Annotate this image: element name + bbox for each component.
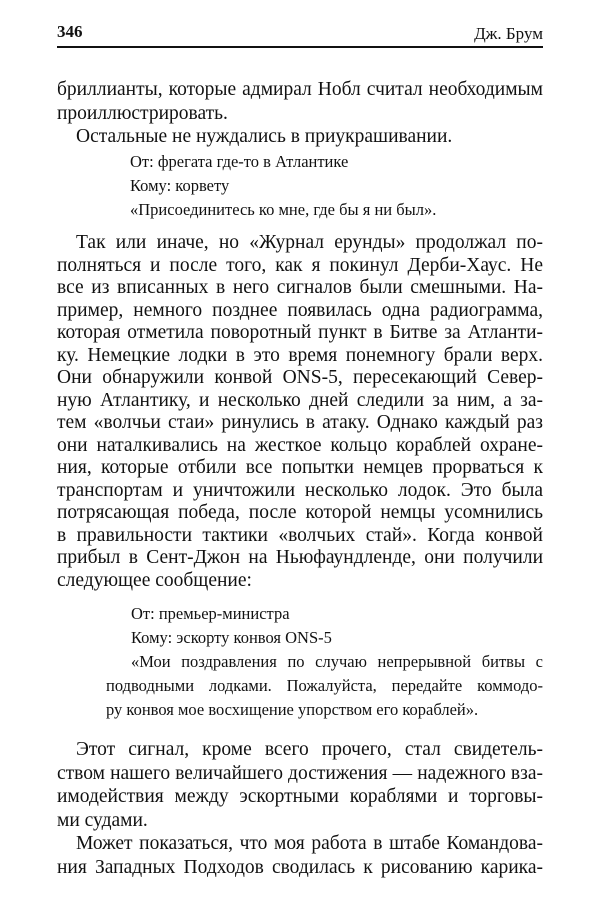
signal-body: «Мои поздравления по случаю непрерывной битвы с [131, 652, 543, 671]
paragraph-3 [57, 232, 543, 592]
signal-from: От: премьер-министра [131, 604, 290, 623]
signal-body: подводными лодками. Пожалуйста, передайте коммодо- [106, 676, 543, 695]
signal-to: Кому: корвету [130, 176, 230, 195]
text-line: они наталкивались на жесткое кольцо кораблей охране- [57, 434, 543, 456]
signal-to: Кому: эскорту конвоя ONS-5 [131, 628, 332, 647]
signal-from: От: фрегата где-то в Атлантике [130, 152, 349, 171]
text-line: транспортам и уничтожили несколько лодок. Это была [57, 479, 543, 501]
text-line: Остальные не нуждались в приукрашивании. [76, 126, 453, 148]
text-line: полняться и после того, как я покинул Дерби-Хаус. Не [57, 254, 543, 276]
text-line: тем «волчьи стаи» ринулись в атаку. Однако каждый раз [57, 412, 543, 433]
signal-body: «Присоединитесь ко мне, где бы я ни был». [130, 200, 437, 219]
text-line: ством нашего величайшего достижения — надежного вза- [57, 762, 543, 784]
running-header [57, 20, 543, 48]
paragraph-4 [57, 738, 543, 880]
text-line: имодействия между эскортными кораблями и торговы- [57, 786, 543, 808]
text-line: ния, которые отбили все попытки немцев прорваться к [57, 457, 543, 478]
text-line: ми судами. [57, 809, 148, 831]
text-line: ния Западных Подходов сводилась к рисованию карика- [57, 856, 543, 878]
text-line: ку. Немецкие лодки в это время понемногу брали верх. [57, 344, 543, 366]
text-line: все из вписанных в него сигналов были смешными. На- [57, 277, 543, 298]
page-number: 346 [57, 22, 83, 41]
paragraph-1 [57, 78, 543, 149]
text-line: ную Атлантику, и несколько дней следили за ним, а за- [57, 389, 543, 411]
text-line: прибыл в Сент-Джон на Ньюфаундленде, они получили [57, 547, 543, 568]
text-line: в правильности тактики «волчьих стай». Когда конвой [57, 524, 543, 546]
text-line: Они обнаружили конвой ONS-5, пересекающий Север- [57, 367, 543, 388]
text-line: проиллюстрировать. [57, 102, 228, 124]
text-line: следующее сообщение: [57, 569, 252, 591]
signal-quote-1 [130, 150, 543, 222]
signal-body: ру конвоя мое восхищение упорством его кораблей». [106, 700, 479, 719]
text-line: потрясающая победа, после которой немцы усомнились [57, 502, 543, 523]
text-line: пример, немного позднее появилась одна радиограмма, [57, 299, 543, 321]
text-line: которая отметила поворотный пункт в Битве за Атланти- [57, 322, 543, 343]
text-line: Может показаться, что моя работа в штабе Командова- [76, 833, 543, 855]
text-line: бриллианты, которые адмирал Нобл считал необходимым [57, 79, 543, 100]
signal-quote-2 [106, 602, 543, 722]
text-line: Так или иначе, но «Журнал ерунды» продолжал по- [76, 232, 543, 253]
running-author: Дж. Брум [474, 24, 543, 43]
text-line: Этот сигнал, кроме всего прочего, стал свидетель- [76, 739, 543, 760]
